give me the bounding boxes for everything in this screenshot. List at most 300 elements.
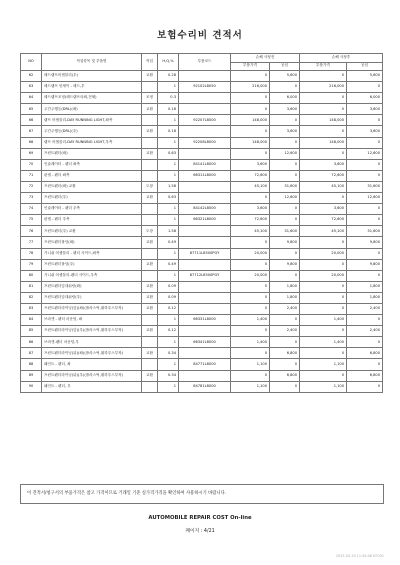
cell-before-part-price: 20,000 xyxy=(231,270,270,281)
cell-after-part-price: 0 xyxy=(300,104,347,115)
cell-after-part-price: 0 xyxy=(300,303,347,314)
cell-hq: 1 xyxy=(158,82,179,93)
cell-after-labor: 0 xyxy=(347,82,383,93)
cell-after-part-price: 0 xyxy=(300,148,347,159)
cell-after-labor: 6,800 xyxy=(347,348,383,359)
cell-work xyxy=(142,159,158,170)
cell-no: 77 xyxy=(21,237,42,248)
cell-after-part-price: 3,600 xyxy=(300,159,347,170)
cell-item: 주간주행등(DRL)(좌) xyxy=(42,104,142,115)
table-row xyxy=(21,281,383,292)
cell-after-labor: 1,800 xyxy=(347,292,383,303)
cell-before-labor: 1,800 xyxy=(270,292,300,303)
cell-no: 86 xyxy=(21,337,42,348)
cell-before-part-price: 0 xyxy=(231,237,270,248)
cell-no: 75 xyxy=(21,215,42,226)
cell-after-labor: 31,600 xyxy=(347,181,383,192)
price-notice: 이 견적서/청구서의 부품가격은 참고 가격이므로 거래일 기준 실가격가격을 확인하여 사용하시기 바랍니다. xyxy=(20,484,384,504)
cell-item: 램프 어셈블리-DAY RUNNING LIGHT,우측 xyxy=(42,137,142,148)
table-row xyxy=(21,337,383,348)
cell-part-code: 84771L8000 xyxy=(179,359,231,370)
page-number: 페이지 : 4/21 xyxy=(185,529,215,534)
cell-after-part-price: 148,000 xyxy=(300,137,347,148)
table-row xyxy=(21,292,383,303)
table-row xyxy=(21,359,383,370)
cell-after-labor: 9,800 xyxy=(347,237,383,248)
cell-after-part-price: 72,600 xyxy=(300,170,347,181)
cell-after-part-price: 1,400 xyxy=(300,337,347,348)
cell-before-part-price: 45,100 xyxy=(231,181,270,192)
cell-after-part-price: 0 xyxy=(300,370,347,381)
cell-hq: 1 xyxy=(158,337,179,348)
cell-after-labor: 0 xyxy=(347,270,383,281)
cell-no: 87 xyxy=(21,348,42,359)
cell-hq: 1 xyxy=(158,215,179,226)
cell-before-part-price: 20,000 xyxy=(231,248,270,259)
cell-after-labor: 0 xyxy=(347,337,383,348)
cell-part-code: 92207L8000 xyxy=(179,115,231,126)
cell-item: 프런트펜더(우) 교환 xyxy=(42,226,142,237)
cell-no: 90 xyxy=(21,381,42,392)
cell-hq: 0.18 xyxy=(158,104,179,115)
cell-work xyxy=(142,82,158,93)
cell-work xyxy=(142,248,158,259)
table-row xyxy=(21,159,383,170)
cell-after-labor: 0 xyxy=(347,159,383,170)
cell-hq: 0.18 xyxy=(158,126,179,137)
cell-before-part-price: 0 xyxy=(231,326,270,337)
cell-before-labor: 0 xyxy=(270,337,300,348)
cell-work: 교환 xyxy=(142,303,158,314)
cell-work: 교환 xyxy=(142,104,158,115)
cell-hq: 0.09 xyxy=(158,281,179,292)
header-work: 작업 xyxy=(142,54,158,71)
cell-before-part-price: 0 xyxy=(231,104,270,115)
cell-work xyxy=(142,381,158,392)
cell-before-labor: 1,800 xyxy=(270,281,300,292)
cell-hq: 1 xyxy=(158,159,179,170)
table-row xyxy=(21,148,383,159)
cell-no: 80 xyxy=(21,270,42,281)
cell-after-labor: 0 xyxy=(347,248,383,259)
cell-after-part-price: 216,000 xyxy=(300,82,347,93)
cell-after-part-price: 1,100 xyxy=(300,381,347,392)
cell-part-code: 87712L8500PGY xyxy=(179,270,231,281)
cell-hq: 0.34 xyxy=(158,370,179,381)
cell-before-labor: 9,800 xyxy=(270,237,300,248)
estimate-table xyxy=(20,53,383,393)
cell-after-labor: 1,800 xyxy=(347,281,383,292)
cell-hq: 0.49 xyxy=(158,237,179,248)
cell-before-part-price: 0 xyxy=(231,71,270,82)
header-before-labor: 공임 xyxy=(270,62,300,71)
cell-after-labor: 2,400 xyxy=(347,303,383,314)
cell-work: 도장 xyxy=(142,181,158,192)
cell-before-part-price: 0 xyxy=(231,259,270,270)
cell-after-labor: 6,000 xyxy=(347,93,383,104)
cell-after-part-price: 0 xyxy=(300,237,347,248)
cell-item: 판넬 - 펜더 좌측 xyxy=(42,170,142,181)
cell-before-labor: 12,600 xyxy=(270,193,300,204)
table-row xyxy=(21,204,383,215)
cell-part-code: 84781L8000 xyxy=(179,381,231,392)
cell-part-code xyxy=(179,193,231,204)
cell-hq: 0.34 xyxy=(158,348,179,359)
cell-hq: 1 xyxy=(158,170,179,181)
cell-part-code: 84141L8000 xyxy=(179,159,231,170)
cell-after-labor: 31,600 xyxy=(347,226,383,237)
cell-before-labor: 6,800 xyxy=(270,348,300,359)
cell-after-labor: 12,600 xyxy=(347,148,383,159)
cell-hq: 0.09 xyxy=(158,292,179,303)
cell-before-part-price: 1,100 xyxy=(231,359,270,370)
cell-part-code xyxy=(179,237,231,248)
cell-no: 88 xyxy=(21,359,42,370)
cell-item: 헤드램프조정(헤드램프의좌,전체) xyxy=(42,93,142,104)
print-timestamp: 2025-03-19 11:34:46 KTO01 xyxy=(335,554,384,558)
cell-after-labor: 2,400 xyxy=(347,326,383,337)
cell-part-code: 66311L8000 xyxy=(179,170,231,181)
cell-before-part-price: 1,400 xyxy=(231,315,270,326)
cell-before-part-price: 0 xyxy=(231,193,270,204)
cell-after-part-price: 0 xyxy=(300,71,347,82)
cell-item: 헤드램프어셈블리(우) xyxy=(42,71,142,82)
cell-before-labor: 0 xyxy=(270,170,300,181)
cell-before-labor: 31,600 xyxy=(270,181,300,192)
cell-part-code xyxy=(179,71,231,82)
cell-hq: 1 xyxy=(158,115,179,126)
cell-before-labor: 12,600 xyxy=(270,148,300,159)
cell-after-labor: 12,600 xyxy=(347,193,383,204)
cell-hq: 1 xyxy=(158,270,179,281)
cell-hq: 1 xyxy=(158,204,179,215)
cell-work: 교환 xyxy=(142,259,158,270)
cell-part-code xyxy=(179,348,231,359)
cell-work xyxy=(142,170,158,181)
cell-before-part-price: 3,600 xyxy=(231,159,270,170)
cell-after-labor: 0 xyxy=(347,115,383,126)
cell-work xyxy=(142,204,158,215)
table-row xyxy=(21,137,383,148)
cell-item: 프런트펜더라이닝(앞)(좌)(플라스틱,횔하우스부착) xyxy=(42,303,142,314)
cell-part-code: 87711L8500PGY xyxy=(179,248,231,259)
cell-after-labor: 0 xyxy=(347,204,383,215)
cell-no: 71 xyxy=(21,170,42,181)
cell-after-labor: 0 xyxy=(347,137,383,148)
cell-work xyxy=(142,115,158,126)
cell-item: 프런트펜더(좌) 교환 xyxy=(42,181,142,192)
cell-item: 프런트펜더라이닝(앞)(우)(플라스틱,횔하우스부착) xyxy=(42,326,142,337)
cell-part-code xyxy=(179,259,231,270)
cell-item: 프런트펜더라이닝(뒤)(우)(플라스틱,횔하우스부착) xyxy=(42,370,142,381)
cell-no: 73 xyxy=(21,193,42,204)
table-row xyxy=(21,348,383,359)
cell-work: 도장 xyxy=(142,226,158,237)
cell-hq: 1 xyxy=(158,248,179,259)
cell-before-labor: 6,800 xyxy=(270,370,300,381)
table-row xyxy=(21,193,383,204)
cell-item: 패인트 - 펜더, 좌 xyxy=(42,359,142,370)
table-row xyxy=(21,126,383,137)
cell-hq: 0.49 xyxy=(158,259,179,270)
cell-after-labor: 0 xyxy=(347,381,383,392)
cell-after-part-price: 20,000 xyxy=(300,270,347,281)
cell-hq: 0.12 xyxy=(158,326,179,337)
cell-part-code xyxy=(179,126,231,137)
cell-work: 교환 xyxy=(142,370,158,381)
cell-before-labor: 0 xyxy=(270,204,300,215)
cell-work xyxy=(142,337,158,348)
cell-no: 76 xyxy=(21,226,42,237)
cell-after-part-price: 0 xyxy=(300,93,347,104)
cell-work xyxy=(142,315,158,326)
cell-no: 79 xyxy=(21,259,42,270)
cell-before-part-price: 0 xyxy=(231,370,270,381)
cell-hq: 0.3 xyxy=(158,93,179,104)
table-row xyxy=(21,270,383,281)
cell-hq: 0.63 xyxy=(158,193,179,204)
table-row xyxy=(21,303,383,314)
cell-work xyxy=(142,359,158,370)
cell-part-code xyxy=(179,281,231,292)
cell-hq: 1 xyxy=(158,381,179,392)
cell-part-code: 92102L8050 xyxy=(179,82,231,93)
cell-before-labor: 31,600 xyxy=(270,226,300,237)
table-row xyxy=(21,226,383,237)
table-row xyxy=(21,315,383,326)
cell-item: 프런트펜더앞대쉬랑(우) xyxy=(42,292,142,303)
cell-before-part-price: 0 xyxy=(231,292,270,303)
cell-hq: 1.58 xyxy=(158,181,179,192)
table-row xyxy=(21,381,383,392)
header-no: NO xyxy=(21,54,42,71)
cell-no: 81 xyxy=(21,281,42,292)
cell-before-part-price: 1,100 xyxy=(231,381,270,392)
cell-work: 교환 xyxy=(142,148,158,159)
cell-work: 교환 xyxy=(142,126,158,137)
cell-item: 판넬 - 펜더 우측 xyxy=(42,215,142,226)
cell-no: 68 xyxy=(21,137,42,148)
table-row xyxy=(21,237,383,248)
cell-after-labor: 9,800 xyxy=(347,259,383,270)
cell-before-labor: 9,800 xyxy=(270,259,300,270)
cell-before-part-price: 1,400 xyxy=(231,337,270,348)
cell-item: 가니쉬 어셈블리 - 펜더 사이드,좌측 xyxy=(42,248,142,259)
cell-after-part-price: 3,600 xyxy=(300,204,347,215)
cell-before-labor: 0 xyxy=(270,315,300,326)
table-row xyxy=(21,115,383,126)
header-after-assessment: 손해 사정후 xyxy=(300,54,383,63)
cell-no: 67 xyxy=(21,126,42,137)
cell-before-labor: 3,600 xyxy=(270,126,300,137)
cell-work xyxy=(142,215,158,226)
cell-after-labor: 3,600 xyxy=(347,126,383,137)
cell-part-code: 66331L8000 xyxy=(179,315,231,326)
header-hq: H,Q,% xyxy=(158,54,179,71)
table-body xyxy=(21,71,383,393)
cell-part-code xyxy=(179,303,231,314)
cell-before-part-price: 148,000 xyxy=(231,137,270,148)
table-header xyxy=(21,54,383,71)
cell-item: 주간주행등(DRL)(우) xyxy=(42,126,142,137)
cell-after-part-price: 45,100 xyxy=(300,226,347,237)
cell-before-part-price: 72,600 xyxy=(231,215,270,226)
cell-item: 헤드램프 앗세이 - 헤드,우 xyxy=(42,82,142,93)
header-before-part-price: 부품가격 xyxy=(231,62,270,71)
cell-after-part-price: 0 xyxy=(300,126,347,137)
cell-hq: 0.28 xyxy=(158,71,179,82)
cell-item: 인슐레이터 - 펜더 좌측 xyxy=(42,159,142,170)
cell-item: 프런트펜더라이닝(뒤)(좌)(플라스틱,횔하우스부착) xyxy=(42,348,142,359)
cell-before-part-price: 45,100 xyxy=(231,226,270,237)
cell-work: 교환 xyxy=(142,326,158,337)
cell-before-part-price: 3,600 xyxy=(231,204,270,215)
table-row xyxy=(21,370,383,381)
cell-before-part-price: 0 xyxy=(231,93,270,104)
cell-before-part-price: 72,600 xyxy=(231,170,270,181)
cell-work: 교환 xyxy=(142,193,158,204)
table-row xyxy=(21,326,383,337)
header-part-code: 부품코드 xyxy=(179,54,231,71)
cell-item: 프런트펜더몰딩(우) xyxy=(42,259,142,270)
cell-no: 65 xyxy=(21,104,42,115)
cell-part-code xyxy=(179,93,231,104)
cell-after-part-price: 45,100 xyxy=(300,181,347,192)
cell-hq: 1 xyxy=(158,137,179,148)
table-row xyxy=(21,71,383,82)
cell-before-labor: 0 xyxy=(270,82,300,93)
cell-part-code: 92208L8000 xyxy=(179,137,231,148)
footer-title: AUTOMOBILE REPAIR COST On-line xyxy=(148,515,252,521)
cell-part-code xyxy=(179,370,231,381)
cell-item: 브라켓 - 펜더 마운팅, 좌 xyxy=(42,315,142,326)
cell-hq: 0.12 xyxy=(158,303,179,314)
cell-after-part-price: 148,000 xyxy=(300,115,347,126)
cell-before-part-price: 148,000 xyxy=(231,115,270,126)
cell-after-part-price: 1,100 xyxy=(300,359,347,370)
header-after-labor: 공임 xyxy=(347,62,383,71)
cell-part-code: 66341L8000 xyxy=(179,337,231,348)
cell-after-part-price: 0 xyxy=(300,281,347,292)
cell-part-code xyxy=(179,326,231,337)
cell-no: 85 xyxy=(21,326,42,337)
cell-after-labor: 0 xyxy=(347,215,383,226)
header-item: 작업항목 및 부품명 xyxy=(42,54,142,71)
cell-after-labor: 6,800 xyxy=(347,370,383,381)
cell-item: 브라켓-펜더 마운팅,우 xyxy=(42,337,142,348)
cell-item: 인슐레이터 - 펜더 우측 xyxy=(42,204,142,215)
cell-item: 가니쉬 어셈블리-펜더 사이드,우측 xyxy=(42,270,142,281)
table-row xyxy=(21,259,383,270)
cell-work xyxy=(142,137,158,148)
cell-work: 교환 xyxy=(142,71,158,82)
cell-no: 82 xyxy=(21,292,42,303)
cell-item: 패인트 - 펜더, 우 xyxy=(42,381,142,392)
cell-after-labor: 3,600 xyxy=(347,104,383,115)
cell-after-labor: 0 xyxy=(347,359,383,370)
table-row xyxy=(21,248,383,259)
table-row xyxy=(21,181,383,192)
cell-item: 프런트펜더(좌) xyxy=(42,148,142,159)
cell-after-part-price: 0 xyxy=(300,259,347,270)
cell-before-part-price: 216,000 xyxy=(231,82,270,93)
cell-before-part-price: 0 xyxy=(231,348,270,359)
cell-before-labor: 6,000 xyxy=(270,93,300,104)
cell-before-part-price: 0 xyxy=(231,281,270,292)
cell-before-part-price: 0 xyxy=(231,126,270,137)
cell-item: 프런트펜더몰딩(좌) xyxy=(42,237,142,248)
cell-part-code: 84142L8000 xyxy=(179,204,231,215)
table-row xyxy=(21,82,383,93)
cell-no: 69 xyxy=(21,148,42,159)
cell-no: 70 xyxy=(21,159,42,170)
cell-after-part-price: 0 xyxy=(300,292,347,303)
cell-work: 교환 xyxy=(142,281,158,292)
table-row xyxy=(21,170,383,181)
cell-before-labor: 0 xyxy=(270,115,300,126)
header-after-part-price: 부품가격 xyxy=(300,62,347,71)
cell-after-part-price: 0 xyxy=(300,348,347,359)
cell-work: 교환 xyxy=(142,237,158,248)
cell-before-labor: 5,600 xyxy=(270,71,300,82)
cell-after-labor: 0 xyxy=(347,315,383,326)
cell-no: 64 xyxy=(21,93,42,104)
cell-before-labor: 0 xyxy=(270,159,300,170)
cell-before-labor: 3,600 xyxy=(270,104,300,115)
cell-no: 83 xyxy=(21,303,42,314)
header-before-assessment: 손해 사정전 xyxy=(231,54,300,63)
cell-no: 72 xyxy=(21,181,42,192)
cell-part-code xyxy=(179,148,231,159)
cell-no: 84 xyxy=(21,315,42,326)
cell-after-part-price: 20,000 xyxy=(300,248,347,259)
table-row xyxy=(21,215,383,226)
cell-hq: 1 xyxy=(158,315,179,326)
cell-before-labor: 0 xyxy=(270,381,300,392)
cell-work: 조정 xyxy=(142,93,158,104)
cell-no: 74 xyxy=(21,204,42,215)
cell-after-labor: 0 xyxy=(347,170,383,181)
cell-item: 프런트펜더(우) xyxy=(42,193,142,204)
table-row xyxy=(21,104,383,115)
cell-before-labor: 0 xyxy=(270,248,300,259)
cell-before-labor: 0 xyxy=(270,359,300,370)
cell-part-code xyxy=(179,292,231,303)
cell-before-labor: 2,400 xyxy=(270,326,300,337)
cell-item: 프런트펜더앞대쉬랑(좌) xyxy=(42,281,142,292)
cell-no: 63 xyxy=(21,82,42,93)
cell-before-part-price: 0 xyxy=(231,148,270,159)
cell-before-labor: 0 xyxy=(270,270,300,281)
cell-after-part-price: 0 xyxy=(300,193,347,204)
cell-hq: 1 xyxy=(158,359,179,370)
cell-work xyxy=(142,270,158,281)
cell-part-code: 66321L8000 xyxy=(179,215,231,226)
cell-work: 교환 xyxy=(142,348,158,359)
cell-item: 램프 어셈블리-DAY RUNNING LIGHT,좌측 xyxy=(42,115,142,126)
cell-part-code xyxy=(179,104,231,115)
cell-no: 66 xyxy=(21,115,42,126)
cell-before-labor: 0 xyxy=(270,137,300,148)
cell-no: 78 xyxy=(21,248,42,259)
cell-no: 62 xyxy=(21,71,42,82)
cell-no: 89 xyxy=(21,370,42,381)
cell-after-part-price: 0 xyxy=(300,326,347,337)
table-row xyxy=(21,93,383,104)
cell-work: 교환 xyxy=(142,292,158,303)
cell-part-code xyxy=(179,226,231,237)
cell-before-labor: 2,400 xyxy=(270,303,300,314)
